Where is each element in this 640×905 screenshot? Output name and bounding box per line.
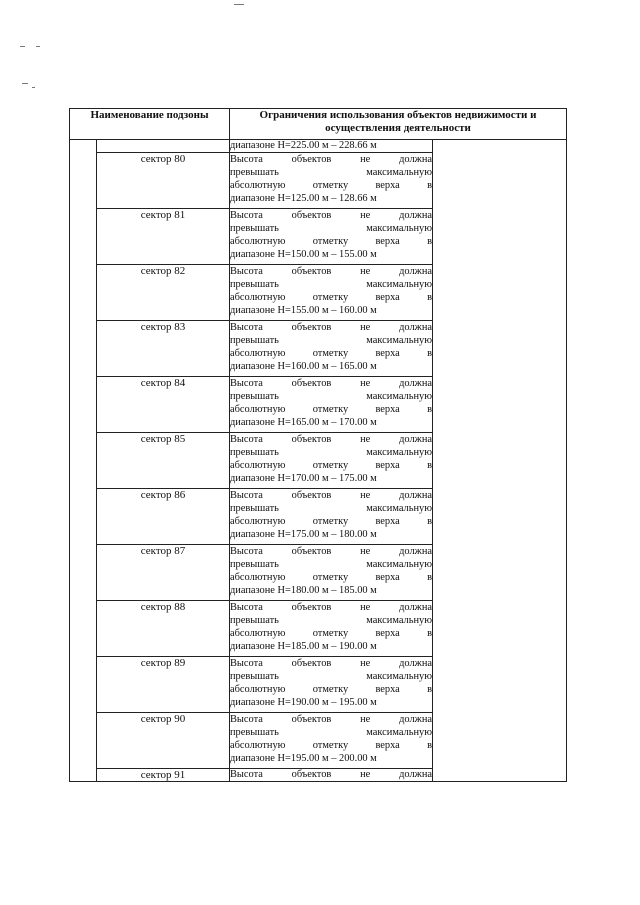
restriction-line-1: Высота объектов не должна	[230, 658, 432, 669]
scan-speck	[32, 87, 35, 88]
restriction-line-2: превышать максимальную	[230, 167, 432, 178]
height-range: диапазоне H=185.00 м – 190.00 м	[230, 641, 377, 652]
restriction-line-3: абсолютную отметку верха в	[230, 236, 432, 247]
height-range: диапазоне H=180.00 м – 185.00 м	[230, 585, 377, 596]
restriction-line-3: абсолютную отметку верха в	[230, 180, 432, 191]
restriction-text	[230, 209, 433, 265]
restriction-line-3: абсолютную отметку верха в	[230, 460, 432, 471]
restriction-text	[230, 769, 433, 782]
restriction-text	[230, 153, 433, 209]
sector-name: сектор 81	[97, 209, 230, 265]
header-subzone-name: Наименование подзоны	[70, 109, 230, 140]
sector-name: сектор 87	[97, 545, 230, 601]
height-range: диапазоне H=195.00 м – 200.00 м	[230, 753, 377, 764]
restriction-line-2: превышать максимальную	[230, 615, 432, 626]
restriction-line-1: Высота объектов не должна	[230, 210, 432, 221]
restriction-line-2: превышать максимальную	[230, 279, 432, 290]
sector-name: сектор 83	[97, 321, 230, 377]
height-range: диапазоне H=175.00 м – 180.00 м	[230, 529, 377, 540]
restriction-line-1: Высота объектов не должна	[230, 714, 432, 725]
scan-speck	[20, 46, 25, 47]
restriction-text	[230, 545, 433, 601]
height-range: диапазоне H=190.00 м – 195.00 м	[230, 697, 377, 708]
restriction-line-1: Высота объектов не должна	[230, 154, 432, 165]
restriction-line-2: превышать максимальную	[230, 223, 432, 234]
restriction-line-1: Высота объектов не должна	[230, 434, 432, 445]
restriction-line-2: превышать максимальную	[230, 503, 432, 514]
height-range: диапазоне H=170.00 м – 175.00 м	[230, 473, 377, 484]
header-restrictions: Ограничения использования объектов недвижимости и осуществления деятельности	[230, 109, 567, 140]
height-range: диапазоне H=160.00 м – 165.00 м	[230, 361, 377, 372]
restriction-text	[230, 601, 433, 657]
scan-speck	[234, 4, 244, 5]
sector-name: сектор 80	[97, 153, 230, 209]
restriction-line-3: абсолютную отметку верха в	[230, 684, 432, 695]
sector-name: сектор 91	[97, 769, 230, 782]
sector-name: сектор 82	[97, 265, 230, 321]
restriction-text	[230, 489, 433, 545]
height-range: диапазоне H=125.00 м – 128.66 м	[230, 193, 377, 204]
restriction-line-3: абсолютную отметку верха в	[230, 348, 432, 359]
restriction-line-3: абсолютную отметку верха в	[230, 628, 432, 639]
height-range: диапазоне H=150.00 м – 155.00 м	[230, 249, 377, 260]
restriction-text	[230, 713, 433, 769]
restriction-line-2: превышать максимальную	[230, 391, 432, 402]
sector-name: сектор 89	[97, 657, 230, 713]
sector-name: сектор 88	[97, 601, 230, 657]
height-range: диапазоне H=155.00 м – 160.00 м	[230, 305, 377, 316]
sector-name: сектор 84	[97, 377, 230, 433]
restriction-text	[230, 377, 433, 433]
restriction-text	[230, 265, 433, 321]
restriction-line-1: Высота объектов не должна	[230, 378, 432, 389]
restriction-text	[230, 657, 433, 713]
restriction-text	[230, 433, 433, 489]
continuation-row	[70, 140, 567, 153]
restriction-line-1: Высота объектов не должна	[230, 602, 432, 613]
restriction-line-3: абсолютную отметку верха в	[230, 516, 432, 527]
left-gutter-cell	[70, 140, 97, 782]
restriction-line-2: превышать максимальную	[230, 447, 432, 458]
continuation-text: диапазоне H=225.00 м – 228.66 м	[230, 140, 433, 153]
restriction-line-1: Высота объектов не должна	[230, 769, 432, 780]
restriction-line-1: Высота объектов не должна	[230, 266, 432, 277]
height-range: диапазоне H=165.00 м – 170.00 м	[230, 417, 377, 428]
restriction-text	[230, 321, 433, 377]
sector-name: сектор 90	[97, 713, 230, 769]
scan-speck	[36, 46, 40, 47]
scan-speck	[22, 83, 28, 84]
restriction-line-2: превышать максимальную	[230, 671, 432, 682]
sector-name: сектор 85	[97, 433, 230, 489]
right-empty-cell	[433, 140, 567, 782]
continuation-name-cell	[97, 140, 230, 153]
table-header-row	[70, 109, 567, 140]
restriction-line-2: превышать максимальную	[230, 335, 432, 346]
restriction-line-1: Высота объектов не должна	[230, 322, 432, 333]
sector-name: сектор 86	[97, 489, 230, 545]
restrictions-table	[69, 108, 567, 782]
restriction-line-3: абсолютную отметку верха в	[230, 292, 432, 303]
restriction-line-2: превышать максимальную	[230, 727, 432, 738]
restriction-line-1: Высота объектов не должна	[230, 490, 432, 501]
restriction-line-3: абсолютную отметку верха в	[230, 572, 432, 583]
restriction-line-2: превышать максимальную	[230, 559, 432, 570]
restriction-line-3: абсолютную отметку верха в	[230, 740, 432, 751]
restriction-line-3: абсолютную отметку верха в	[230, 404, 432, 415]
restriction-line-1: Высота объектов не должна	[230, 546, 432, 557]
